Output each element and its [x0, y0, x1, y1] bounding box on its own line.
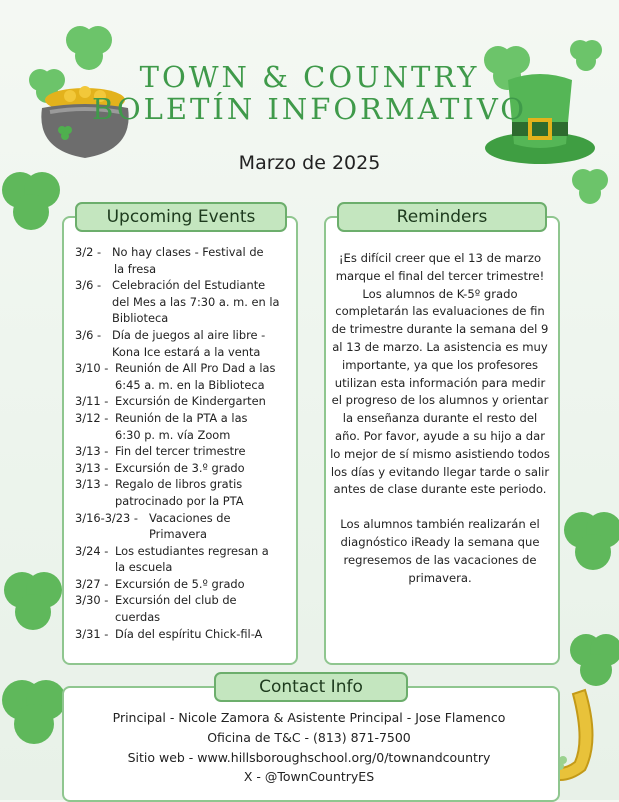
contact-principal: Principal - Nicole Zamora & Asistente Principal - Jose Flamenco: [112, 710, 506, 725]
event-item: 3/13 - Regalo de libros gratis patrocinado por la PTA: [75, 477, 244, 508]
events-heading: Upcoming Events: [75, 202, 287, 232]
contact-website: Sitio web - www.hillsboroughschool.org/0/townandcountry: [127, 749, 491, 765]
event-item: 3/2 - No hay clases - Festival de la fresa: [75, 245, 264, 276]
reminders-heading: Reminders: [337, 202, 547, 232]
event-item: 3/13 - Excursión de 3.º grado: [75, 460, 245, 475]
event-item: 3/13 - Fin del tercer trimestre: [75, 444, 246, 459]
shamrock-decoration-left: [0, 160, 70, 280]
event-item: 3/27 - Excursión de 5.º grado: [75, 576, 245, 591]
event-item: 3/12 - Reunión de la PTA a las 6:30 p. m. vía Zoom: [75, 410, 248, 442]
reminder-paragraph: Los alumnos también realizarán el diagnóstico iReady la semana que regresemos de las vacaciones de primavera.: [340, 517, 540, 585]
reminders-text: [330, 250, 550, 604]
event-item: 3/24 - Los estudiantes regresan a la escuela: [75, 543, 269, 575]
newsletter-title-line1: TOWN & COUNTRY: [139, 60, 480, 94]
event-item: 3/6 - Día de juegos al aire libre - Kona Ice estará a la venta: [75, 327, 266, 359]
event-item: 3/10 - Reunión de All Pro Dad a las 6:45 a. m. en la Biblioteca: [75, 361, 276, 392]
contact-office-phone: Oficina de T&C - (813) 871-7500: [207, 729, 411, 745]
event-item: 3/6 - Celebración del Estudiante del Mes a las 7:30 a. m. en la Biblioteca: [75, 278, 280, 326]
event-item: 3/31 - Día del espíritu Chick-fil-A: [75, 626, 263, 641]
events-list: [75, 244, 289, 642]
contact-x-handle: X - @TownCountryES: [243, 769, 375, 785]
event-item: 3/16-3/23 - Vacaciones de Primavera: [75, 510, 231, 542]
shamrock-decoration-bottom-left: [0, 560, 70, 800]
event-item: 3/11 - Excursión de Kindergarten: [75, 394, 266, 409]
reminder-paragraph: ¡Es difícil creer que el 13 de marzo marque el final del tercer trimestre! Los alumnos de K-5º grado completarán las evaluaciones de fin de trimestre durante la semana del 9 al 13 de marzo. La asistencia es muy importante, ya que los profesores utilizan esta información para medir el progreso de los alumnos y orientar la enseñanza durante el resto del año. Por favor, ayude a su hijo a dar lo mejor de sí mismo asistiendo todos los días y evitando llegar tarde o salir antes de clase durante este periodo.: [330, 251, 550, 497]
contact-text: [62, 708, 556, 787]
event-item: 3/30 - Excursión del club de cuerdas: [75, 593, 237, 625]
newsletter-title-line2: BOLETÍN INFORMATIVO: [91, 92, 528, 126]
contact-heading: Contact Info: [214, 672, 408, 702]
newsletter-date: Marzo de 2025: [238, 152, 381, 174]
